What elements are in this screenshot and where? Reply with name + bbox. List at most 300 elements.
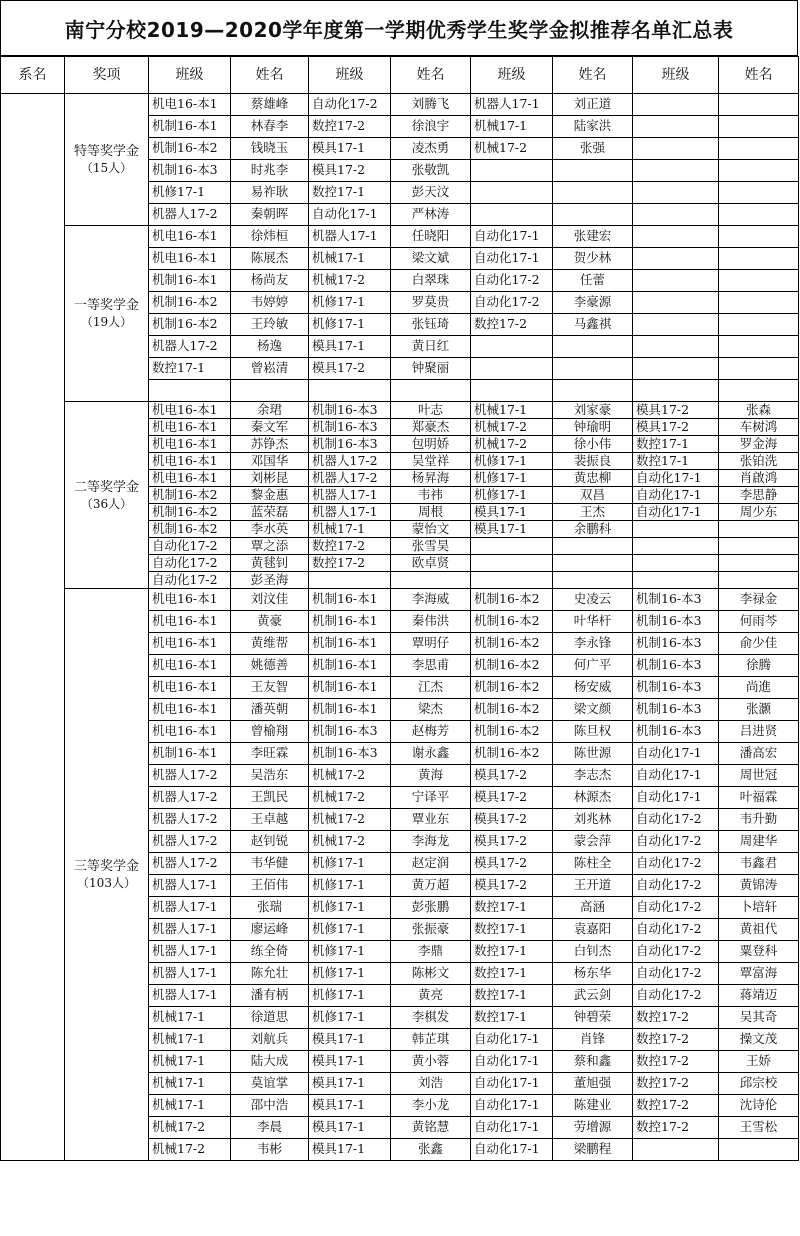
class-cell: 自动化17-1	[471, 1029, 553, 1051]
student-name-cell: 黄亮	[391, 985, 471, 1007]
student-name-cell: 覃明仔	[391, 633, 471, 655]
student-name-cell: 李志杰	[553, 765, 633, 787]
student-name-cell	[719, 182, 799, 204]
class-cell	[471, 572, 553, 589]
class-cell: 机制16-本1	[309, 677, 391, 699]
student-name-cell: 韦升勤	[719, 809, 799, 831]
student-name-cell	[553, 182, 633, 204]
class-cell: 机制16-本2	[471, 611, 553, 633]
student-name-cell: 黄忠柳	[553, 470, 633, 487]
student-name-cell: 何广平	[553, 655, 633, 677]
student-name-cell: 张森	[719, 402, 799, 419]
student-name-cell: 尚進	[719, 677, 799, 699]
class-cell: 机制16-本3	[633, 699, 719, 721]
class-cell: 机电16-本1	[149, 419, 231, 436]
header-dept: 系名	[1, 57, 65, 94]
header-name-2: 姓名	[391, 57, 471, 94]
header-row	[1, 57, 799, 94]
class-cell: 数控17-2	[633, 1007, 719, 1029]
student-name-cell	[553, 538, 633, 555]
class-cell: 机制16-本2	[149, 292, 231, 314]
student-name-cell: 王卓越	[231, 809, 309, 831]
class-cell: 数控17-2	[633, 1095, 719, 1117]
class-cell	[633, 94, 719, 116]
student-name-cell: 蒙怡文	[391, 521, 471, 538]
student-name-cell: 陈允壮	[231, 963, 309, 985]
class-cell: 机电16-本1	[149, 453, 231, 470]
class-cell: 数控17-1	[471, 897, 553, 919]
student-name-cell: 徐腾	[719, 655, 799, 677]
class-cell: 模具17-1	[309, 1095, 391, 1117]
class-cell: 自动化17-1	[471, 248, 553, 270]
student-name-cell: 叶华杆	[553, 611, 633, 633]
class-cell: 机制16-本1	[309, 611, 391, 633]
student-name-cell	[719, 160, 799, 182]
student-name-cell: 梁杰	[391, 699, 471, 721]
student-name-cell	[719, 248, 799, 270]
student-name-cell: 梁文斌	[391, 248, 471, 270]
class-cell: 机制16-本3	[149, 160, 231, 182]
class-cell: 自动化17-2	[149, 555, 231, 572]
class-cell: 机械17-2	[309, 765, 391, 787]
class-cell	[471, 204, 553, 226]
class-cell	[471, 182, 553, 204]
student-name-cell: 黄万超	[391, 875, 471, 897]
class-cell	[633, 521, 719, 538]
class-cell: 模具17-1	[309, 1073, 391, 1095]
student-name-cell: 钟聚丽	[391, 358, 471, 380]
student-name-cell: 王杰	[553, 504, 633, 521]
student-name-cell: 周建华	[719, 831, 799, 853]
student-name-cell: 刘正道	[553, 94, 633, 116]
student-name-cell: 肖啟鸿	[719, 470, 799, 487]
student-name-cell: 叶志	[391, 402, 471, 419]
class-cell: 自动化17-2	[149, 572, 231, 589]
class-cell	[471, 538, 553, 555]
class-cell: 模具17-2	[633, 402, 719, 419]
class-cell: 自动化17-2	[633, 941, 719, 963]
student-name-cell: 李棋发	[391, 1007, 471, 1029]
student-name-cell: 刘腾飞	[391, 94, 471, 116]
student-name-cell: 肖锋	[553, 1029, 633, 1051]
student-name-cell: 周根	[391, 504, 471, 521]
header-class-4: 班级	[633, 57, 719, 94]
student-name-cell	[719, 226, 799, 248]
student-name-cell	[719, 94, 799, 116]
class-cell	[471, 358, 553, 380]
student-name-cell: 刘兆林	[553, 809, 633, 831]
header-name-1: 姓名	[231, 57, 309, 94]
class-cell: 模具17-2	[471, 831, 553, 853]
department-cell	[1, 94, 65, 1161]
award-table	[0, 56, 799, 1161]
student-name-cell	[231, 380, 309, 402]
student-name-cell	[553, 380, 633, 402]
class-cell: 机器人17-1	[471, 94, 553, 116]
class-cell: 机制16-本2	[149, 138, 231, 160]
class-cell: 模具17-1	[309, 1029, 391, 1051]
student-name-cell: 王玲敏	[231, 314, 309, 336]
class-cell	[149, 380, 231, 402]
student-name-cell: 陆大成	[231, 1051, 309, 1073]
student-name-cell: 徐浪宇	[391, 116, 471, 138]
class-cell: 机器人17-1	[149, 875, 231, 897]
student-name-cell: 陈展杰	[231, 248, 309, 270]
student-name-cell: 韦祎	[391, 487, 471, 504]
student-name-cell: 任蕾	[553, 270, 633, 292]
class-cell: 自动化17-1	[471, 1095, 553, 1117]
class-cell: 机电16-本1	[149, 402, 231, 419]
table-body	[1, 94, 799, 1161]
class-cell: 机修17-1	[309, 941, 391, 963]
class-cell: 机械17-2	[471, 436, 553, 453]
class-cell: 机修17-1	[309, 314, 391, 336]
student-name-cell: 张雪昊	[391, 538, 471, 555]
class-cell: 自动化17-2	[633, 897, 719, 919]
student-name-cell: 卜培轩	[719, 897, 799, 919]
student-name-cell: 黄日红	[391, 336, 471, 358]
student-name-cell: 韦彬	[231, 1139, 309, 1161]
award-level-count: （36人）	[80, 496, 133, 511]
student-name-cell: 李永锋	[553, 633, 633, 655]
award-level-count: （19人）	[80, 315, 133, 329]
student-name-cell: 韦婷婷	[231, 292, 309, 314]
student-name-cell: 莫谊掌	[231, 1073, 309, 1095]
student-name-cell: 陈彬文	[391, 963, 471, 985]
class-cell	[633, 538, 719, 555]
student-name-cell: 钟瑜明	[553, 419, 633, 436]
student-name-cell: 黄锦涛	[719, 875, 799, 897]
class-cell: 机械17-2	[309, 270, 391, 292]
student-name-cell: 周世冠	[719, 765, 799, 787]
student-name-cell	[553, 336, 633, 358]
class-cell: 自动化17-2	[633, 831, 719, 853]
class-cell: 数控17-2	[633, 1073, 719, 1095]
page-title: 南宁分校2019—2020学年度第一学期优秀学生奖学金拟推荐名单汇总表	[64, 17, 734, 42]
class-cell: 自动化17-1	[471, 226, 553, 248]
class-cell: 机电16-本1	[149, 589, 231, 611]
class-cell: 机修17-1	[309, 853, 391, 875]
student-name-cell: 张瑞	[231, 897, 309, 919]
student-name-cell	[719, 270, 799, 292]
student-name-cell: 贺少林	[553, 248, 633, 270]
class-cell: 机器人17-2	[149, 204, 231, 226]
class-cell: 机电16-本1	[149, 721, 231, 743]
student-name-cell: 高涵	[553, 897, 633, 919]
class-cell: 机制16-本2	[149, 314, 231, 336]
class-cell: 模具17-2	[471, 809, 553, 831]
student-name-cell: 徐小伟	[553, 436, 633, 453]
student-name-cell: 杨逸	[231, 336, 309, 358]
student-name-cell: 双昌	[553, 487, 633, 504]
class-cell: 模具17-2	[471, 765, 553, 787]
class-cell	[471, 336, 553, 358]
class-cell: 模具17-2	[471, 853, 553, 875]
student-name-cell: 吴其奇	[719, 1007, 799, 1029]
class-cell	[633, 248, 719, 270]
student-name-cell	[719, 538, 799, 555]
class-cell: 机电16-本1	[149, 677, 231, 699]
student-name-cell: 杨昇海	[391, 470, 471, 487]
class-cell: 自动化17-2	[471, 270, 553, 292]
class-cell: 机械17-1	[471, 116, 553, 138]
class-cell	[633, 555, 719, 572]
class-cell: 机制16-本2	[149, 487, 231, 504]
student-name-cell: 裴振良	[553, 453, 633, 470]
class-cell: 机械17-2	[149, 1139, 231, 1161]
class-cell: 机器人17-2	[309, 470, 391, 487]
student-name-cell: 黄小蓉	[391, 1051, 471, 1073]
student-name-cell: 史凌云	[553, 589, 633, 611]
student-name-cell: 蒙会萍	[553, 831, 633, 853]
student-name-cell: 钟碧荣	[553, 1007, 633, 1029]
student-name-cell: 蒋靖迈	[719, 985, 799, 1007]
student-name-cell: 陈柱全	[553, 853, 633, 875]
class-cell: 模具17-1	[309, 1139, 391, 1161]
student-name-cell	[719, 521, 799, 538]
class-cell: 自动化17-1	[471, 1139, 553, 1161]
class-cell: 机器人17-2	[149, 336, 231, 358]
student-name-cell: 董旭强	[553, 1073, 633, 1095]
student-name-cell: 潘英朝	[231, 699, 309, 721]
class-cell: 机制16-本3	[309, 721, 391, 743]
class-cell: 机制16-本3	[309, 419, 391, 436]
class-cell: 数控17-2	[633, 1051, 719, 1073]
class-cell: 自动化17-2	[633, 875, 719, 897]
class-cell	[633, 358, 719, 380]
header-name-3: 姓名	[553, 57, 633, 94]
student-name-cell: 梁文颜	[553, 699, 633, 721]
class-cell	[471, 380, 553, 402]
student-name-cell: 张钰琦	[391, 314, 471, 336]
class-cell: 机制16-本3	[633, 611, 719, 633]
class-cell: 机电16-本1	[149, 436, 231, 453]
class-cell: 机修17-1	[471, 487, 553, 504]
student-name-cell	[391, 572, 471, 589]
class-cell: 模具17-1	[471, 521, 553, 538]
class-cell	[309, 572, 391, 589]
class-cell: 机修17-1	[309, 919, 391, 941]
student-name-cell: 严林涛	[391, 204, 471, 226]
class-cell: 机修17-1	[309, 292, 391, 314]
class-cell	[633, 380, 719, 402]
class-cell: 数控17-1	[633, 436, 719, 453]
header-name-4: 姓名	[719, 57, 799, 94]
header-class-3: 班级	[471, 57, 553, 94]
class-cell: 机修17-1	[309, 897, 391, 919]
student-name-cell: 潘高宏	[719, 743, 799, 765]
header-award: 奖项	[65, 57, 149, 94]
student-name-cell	[719, 314, 799, 336]
class-cell: 机制16-本1	[149, 116, 231, 138]
class-cell: 机械17-2	[309, 787, 391, 809]
class-cell: 模具17-1	[309, 1117, 391, 1139]
class-cell: 机械17-1	[149, 1029, 231, 1051]
student-name-cell	[719, 358, 799, 380]
student-name-cell: 叶福霖	[719, 787, 799, 809]
class-cell: 机修17-1	[149, 182, 231, 204]
student-name-cell	[719, 380, 799, 402]
award-level-name: 三等奖学金	[73, 859, 139, 874]
class-cell: 自动化17-1	[633, 765, 719, 787]
student-name-cell: 罗莫贵	[391, 292, 471, 314]
student-name-cell: 郑豪杰	[391, 419, 471, 436]
student-name-cell: 邓国华	[231, 453, 309, 470]
class-cell: 机修17-1	[471, 453, 553, 470]
award-level-count: （103人）	[77, 876, 136, 890]
class-cell: 自动化17-2	[149, 538, 231, 555]
class-cell: 自动化17-1	[471, 1051, 553, 1073]
student-name-cell	[719, 555, 799, 572]
class-cell: 自动化17-1	[633, 470, 719, 487]
student-name-cell: 赵钊锐	[231, 831, 309, 853]
class-cell	[633, 204, 719, 226]
class-cell	[309, 380, 391, 402]
class-cell: 机电16-本1	[149, 699, 231, 721]
table-row	[1, 226, 799, 248]
student-name-cell: 张强	[553, 138, 633, 160]
student-name-cell: 凌杰勇	[391, 138, 471, 160]
student-name-cell: 时兆李	[231, 160, 309, 182]
class-cell: 机电16-本1	[149, 248, 231, 270]
student-name-cell: 劳增源	[553, 1117, 633, 1139]
class-cell: 机制16-本2	[149, 504, 231, 521]
class-cell: 机电16-本1	[149, 655, 231, 677]
student-name-cell: 张铂洗	[719, 453, 799, 470]
class-cell: 机制16-本2	[471, 655, 553, 677]
student-name-cell: 张灏	[719, 699, 799, 721]
award-level-cell	[65, 94, 149, 226]
student-name-cell: 吕进贤	[719, 721, 799, 743]
class-cell: 数控17-1	[633, 453, 719, 470]
student-name-cell: 秦伟洪	[391, 611, 471, 633]
class-cell: 机制16-本2	[471, 677, 553, 699]
student-name-cell: 刘浩	[391, 1073, 471, 1095]
student-name-cell	[553, 204, 633, 226]
class-cell	[633, 314, 719, 336]
student-name-cell: 蓝荣磊	[231, 504, 309, 521]
class-cell: 机制16-本3	[633, 721, 719, 743]
class-cell: 机修17-1	[471, 470, 553, 487]
student-name-cell: 李海威	[391, 589, 471, 611]
student-name-cell: 武云剑	[553, 985, 633, 1007]
class-cell	[633, 1139, 719, 1161]
class-cell: 机器人17-1	[149, 919, 231, 941]
class-cell: 机器人17-2	[149, 765, 231, 787]
class-cell	[633, 292, 719, 314]
class-cell: 机械17-1	[149, 1051, 231, 1073]
student-name-cell: 梁鹏程	[553, 1139, 633, 1161]
student-name-cell: 张鑫	[391, 1139, 471, 1161]
class-cell: 机械17-2	[471, 419, 553, 436]
student-name-cell	[391, 380, 471, 402]
student-name-cell: 黄维帮	[231, 633, 309, 655]
student-name-cell: 张建宏	[553, 226, 633, 248]
student-name-cell: 邱宗校	[719, 1073, 799, 1095]
class-cell: 机制16-本1	[309, 655, 391, 677]
student-name-cell: 吴浩东	[231, 765, 309, 787]
student-name-cell: 秦朝晖	[231, 204, 309, 226]
student-name-cell: 江杰	[391, 677, 471, 699]
award-level-cell	[65, 402, 149, 589]
class-cell	[633, 138, 719, 160]
table-row	[1, 94, 799, 116]
class-cell: 数控17-1	[471, 919, 553, 941]
class-cell: 数控17-1	[149, 358, 231, 380]
class-cell: 机制16-本2	[471, 589, 553, 611]
student-name-cell: 陈世源	[553, 743, 633, 765]
student-name-cell: 韦华健	[231, 853, 309, 875]
student-name-cell: 李旺霖	[231, 743, 309, 765]
student-name-cell: 吴堂祥	[391, 453, 471, 470]
student-name-cell: 罗金海	[719, 436, 799, 453]
class-cell: 机器人17-2	[149, 853, 231, 875]
class-cell: 自动化17-2	[633, 809, 719, 831]
class-cell: 机器人17-1	[149, 985, 231, 1007]
student-name-cell: 钱晓玉	[231, 138, 309, 160]
student-name-cell: 廖运峰	[231, 919, 309, 941]
student-name-cell: 彭天汶	[391, 182, 471, 204]
class-cell: 机械17-2	[309, 831, 391, 853]
class-cell: 自动化17-2	[633, 985, 719, 1007]
class-cell: 机制16-本2	[471, 721, 553, 743]
award-level-cell	[65, 226, 149, 402]
student-name-cell	[719, 116, 799, 138]
class-cell: 机器人17-1	[149, 963, 231, 985]
student-name-cell: 陈建业	[553, 1095, 633, 1117]
student-name-cell: 李晨	[231, 1117, 309, 1139]
class-cell: 机修17-1	[309, 1007, 391, 1029]
class-cell: 数控17-2	[309, 555, 391, 572]
class-cell: 数控17-2	[309, 116, 391, 138]
student-name-cell: 蔡和鑫	[553, 1051, 633, 1073]
class-cell: 机械17-1	[309, 521, 391, 538]
class-cell: 数控17-1	[471, 941, 553, 963]
student-name-cell: 宁译平	[391, 787, 471, 809]
student-name-cell: 林春李	[231, 116, 309, 138]
class-cell: 模具17-2	[471, 875, 553, 897]
class-cell: 机器人17-1	[149, 897, 231, 919]
class-cell: 机制16-本2	[471, 699, 553, 721]
student-name-cell: 杨东华	[553, 963, 633, 985]
class-cell: 模具17-1	[309, 138, 391, 160]
student-name-cell: 王开道	[553, 875, 633, 897]
class-cell: 模具17-2	[309, 160, 391, 182]
class-cell: 数控17-1	[471, 963, 553, 985]
student-name-cell: 黄毬钊	[231, 555, 309, 572]
class-cell	[633, 226, 719, 248]
student-name-cell: 欧卓贤	[391, 555, 471, 572]
student-name-cell	[719, 572, 799, 589]
student-name-cell: 覃之添	[231, 538, 309, 555]
student-name-cell: 王佰伟	[231, 875, 309, 897]
class-cell	[633, 160, 719, 182]
class-cell: 机械17-2	[149, 1117, 231, 1139]
award-level-name: 二等奖学金	[73, 479, 139, 495]
student-name-cell: 杨尚友	[231, 270, 309, 292]
class-cell: 机制16-本3	[633, 677, 719, 699]
student-name-cell: 张敬凯	[391, 160, 471, 182]
class-cell: 机制16-本3	[309, 743, 391, 765]
student-name-cell: 曾榆翔	[231, 721, 309, 743]
student-name-cell: 余鹏科	[553, 521, 633, 538]
class-cell: 机器人17-2	[149, 787, 231, 809]
class-cell: 机电16-本1	[149, 94, 231, 116]
class-cell: 机制16-本3	[633, 589, 719, 611]
student-name-cell: 韦鑫君	[719, 853, 799, 875]
class-cell: 机制16-本3	[633, 655, 719, 677]
student-name-cell: 黄豪	[231, 611, 309, 633]
